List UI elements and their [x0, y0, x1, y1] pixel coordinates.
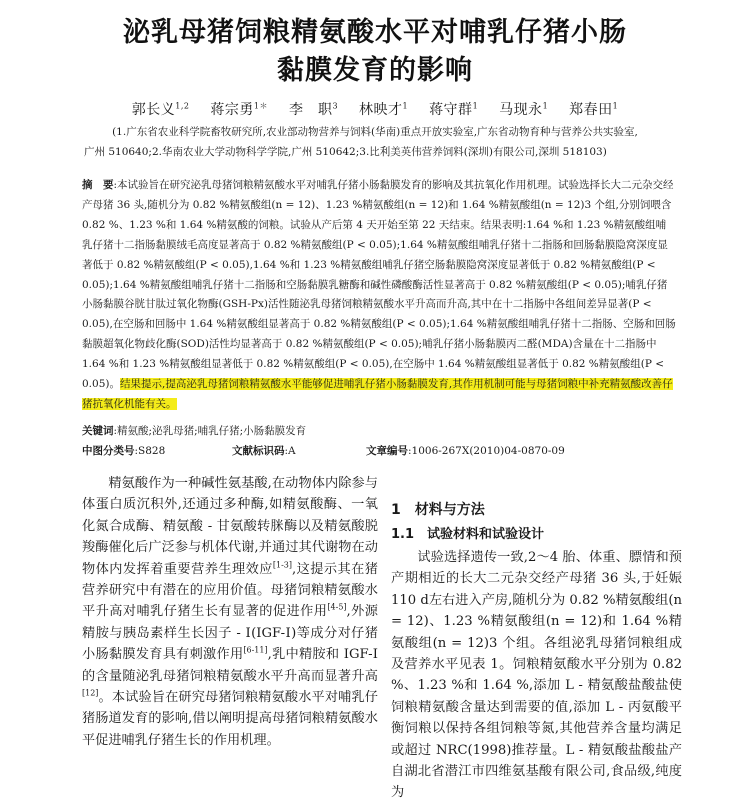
author: 林映才$^1$	[359, 101, 409, 118]
citation: [4-5]	[327, 603, 347, 613]
citation: [12]	[82, 688, 99, 698]
intro-column	[82, 473, 378, 751]
article-number	[366, 443, 565, 458]
author: 郑春田$^1$	[569, 101, 619, 118]
keywords	[82, 423, 306, 438]
section-heading: 1 材料与方法	[391, 502, 485, 518]
abstract-text: :本试验旨在研究泌乳母猪饲粮精氨酸水平对哺乳仔猪小肠黏膜发育的影响及其抗氧化作用机理。试验选择长大二元杂交经产母猪 36 头,随机分为 0.82 %精氨酸组(n = 12)、1.23 %精氨酸组(n = 12)和 1.64 %精氨酸组(n = 12)3 个组,分别饲喂含 0.82 %、1.23 %和 1.64 %精氨酸的饲粮。试验从产后第 4 天开始至第 22 天结束。结果表明:1.64 %和 1.23 %精氨酸组哺乳仔猪十二指肠黏膜绒毛高度显著高于 0.82 %精氨酸组(P < 0.05);1.64 %精氨酸组哺乳仔猪十二指肠和回肠黏膜隐窝深度显著低于 0.82 %精氨酸组(P < 0.05),1.64 %和 1.23 %精氨酸组哺乳仔猪空肠黏膜隐窝深度显著低于 0.82 %精氨酸组(P < 0.05);1.64 %精氨酸组哺乳仔猪十二指肠和空肠黏膜乳糖酶和碱性磷酸酶活性显著高于 0.82 %精氨酸组(P < 0.05);哺乳仔猪小肠黏膜谷胱甘肽过氧化物酶(GSH-Px)活性随泌乳母猪饲粮精氨酸水平升高而升高,其中在十二指肠中各组间差异显著(P < 0.05),在空肠和回肠中 1.64 %精氨酸组显著高于 0.82 %精氨酸组(P < 0.05);1.64 %精氨酸组哺乳仔猪十二指肠、空肠和回肠黏膜超氧化物歧化酶(SOD)活性均显著高于 0.82 %精氨酸组(P < 0.05);哺乳仔猪小肠黏膜丙二醛(MDA)含量在十二指肠中 1.64 %和 1.23 %精氨酸组显著低于 0.82 %精氨酸组(P < 0.05),在空肠中 1.64 %精氨酸组显著低于 0.82 %精氨酸组(P < 0.05)。	[82, 179, 676, 391]
abstract	[82, 176, 676, 415]
citation: [1-3]	[272, 560, 292, 570]
methods-column	[391, 547, 682, 804]
art-label: 文章编号	[366, 445, 408, 457]
doc-label: 文献标识码	[232, 445, 285, 457]
methods-paragraph: 试验选择遗传一致,2～4 胎、体重、膘情和预产期相近的长大二元杂交经产母猪 36 头,于妊娠 110 d左右进入产房,随机分为 0.82 %精氨酸组(n = 12)、1.23 %精氨酸组(n = 12)和 1.64 %精氨酸组(n = 12)3 个组。各组泌乳母猪饲粮组成及营养水平见表 1。饲粮精氨酸水平分别为 0.82 %、1.23 %和 1.64 %,添加 L - 精氨酸盐酸盐使饲粮精氨酸含量达到需要的值,添加 L - 丙氨酸平衡饲粮以保持各组饲粮等氮,其他营养含量均满足或超过 NRC(1998)推荐量。L - 精氨酸盐酸盐产自湖北省潜江市四维氨基酸有限公司,食品级,纯度为	[391, 550, 682, 801]
clc-label: 中图分类号	[82, 445, 135, 457]
affiliation-line1: (1.广东省农业科学院畜牧研究所,农业部动物营养与饲料(华南)重点开放实验室,广东省动物育种与营养公共实验室,	[112, 126, 638, 138]
doc-code	[232, 443, 296, 458]
clc-value: :S828	[134, 445, 166, 457]
citation: [6-11]	[243, 645, 268, 655]
abstract-highlight: 结果提示,提高泌乳母猪饲粮精氨酸水平能够促进哺乳仔猪小肠黏膜发育,其作用机制可能与母猪饲粮中补充精氨酸改善仔猪抗氧化机能有关。	[82, 378, 673, 410]
doc-value: :A	[284, 445, 296, 457]
intro-paragraph: 精氨酸作为一种碱性氨基酸,在动物体内除参与体蛋白质沉积外,还通过多种酶,如精氨酸酶、一氧化氮合成酶、精氨酸 - 甘氨酸转脒酶以及精氨酸脱羧酶催化后广泛参与机体代谢,并通过其代谢物在动物体内发挥着重要营养生理效应[1-3],这提示其在猪营养研究中有潜在的应用价值。母猪饲粮精氨酸水平升高对哺乳仔猪生长有显著的促进作用[4-5],外源精胺与胰岛素样生长因子 - Ⅰ(IGF-Ⅰ)等成分对仔猪小肠黏膜发育具有刺激作用[6-11],乳中精胺和 IGF-Ⅰ的含量随泌乳母猪饲粮精氨酸水平升高而显著升高[12]。本试验旨在研究母猪饲粮精氨酸水平对哺乳仔猪肠道发育的影响,借以阐明提高母猪饲粮精氨酸水平促进哺乳仔猪生长的作用机理。	[82, 476, 378, 748]
keywords-text: :精氨酸;泌乳母猪;哺乳仔猪;小肠黏膜发育	[113, 425, 307, 437]
author: 李 职$^3$	[288, 101, 339, 118]
article-title-line1: 泌乳母猪饲粮精氨酸水平对哺乳仔猪小肠	[123, 17, 627, 48]
author: 蒋守群$^1$	[429, 101, 479, 118]
author: 蒋宗勇$^{1*}$	[210, 101, 269, 118]
author-list	[0, 99, 750, 119]
keywords-label: 关键词	[82, 425, 114, 437]
abstract-label: 摘 要	[82, 179, 114, 191]
clc-number	[82, 443, 165, 458]
art-value: :1006-267X(2010)04-0870-09	[408, 445, 565, 457]
affiliation-line2: 广州 510640;2.华南农业大学动物科学学院,广州 510642;3.比利美英伟营养饲料(深圳)有限公司,深圳 518103)	[84, 146, 607, 158]
article-title-line2: 黏膜发育的影响	[277, 55, 473, 86]
author: 郭长义$^{1,2}$	[131, 101, 190, 118]
subsection-heading: 1.1 试验材料和试验设计	[391, 527, 545, 542]
author: 马现永$^1$	[499, 101, 549, 118]
